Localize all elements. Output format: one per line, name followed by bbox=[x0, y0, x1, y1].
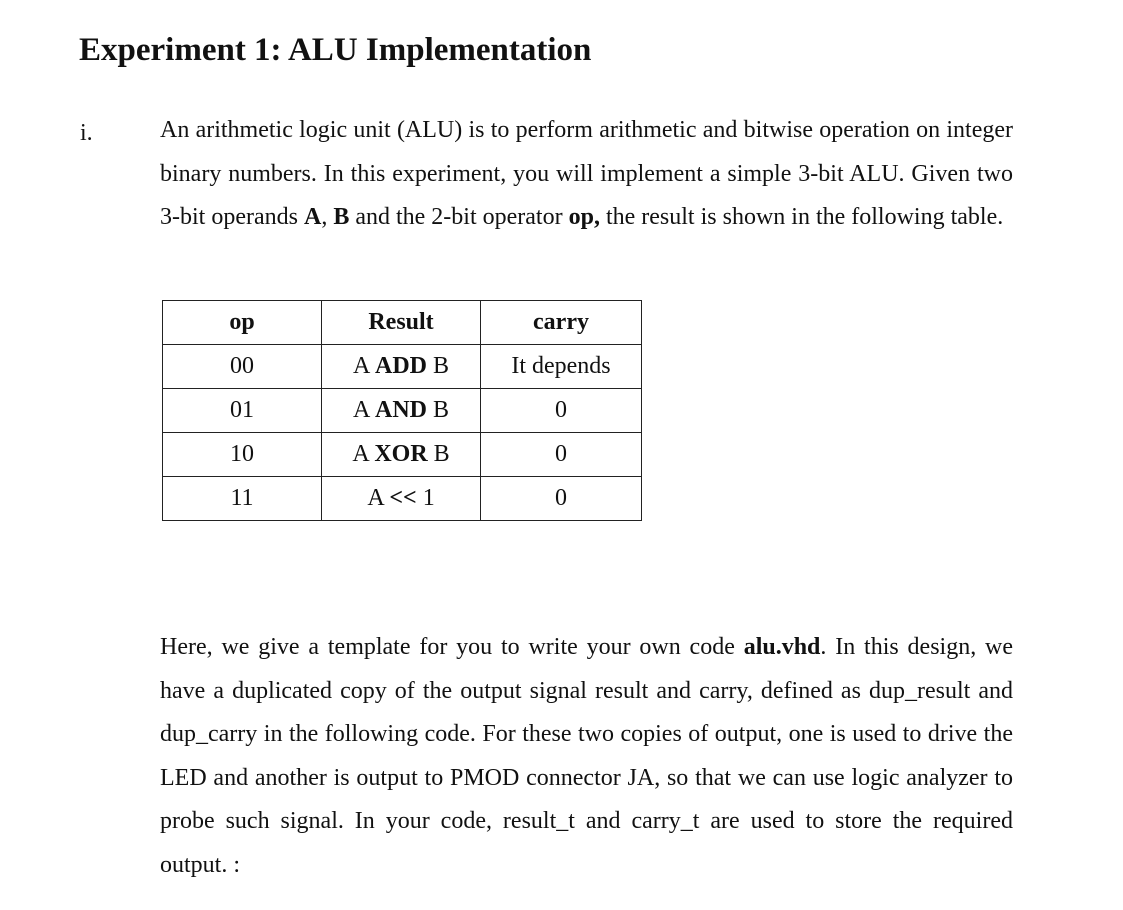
carry-cell: 0 bbox=[481, 389, 642, 433]
result-operand-b: B bbox=[427, 441, 450, 467]
op-cell: 10 bbox=[163, 433, 322, 477]
result-cell bbox=[322, 433, 481, 477]
result-operator: XOR bbox=[374, 441, 428, 467]
carry-cell: 0 bbox=[481, 433, 642, 477]
result-operand-a: A bbox=[367, 485, 390, 511]
result-operand-a: A bbox=[352, 397, 375, 423]
template-text-2: . In this design, we have a duplicated copy of the output signal result and carry, defined as dup_result and dup_carry in the following code. For these two copies of output, one is used to drive the LED and another is output to PMOD connector JA, so that we can use logic analyzer to probe such signal. In your code, result_t and carry_t are used to store the required output. : bbox=[160, 634, 1014, 878]
op-cell: 00 bbox=[163, 345, 322, 389]
op-cell: 01 bbox=[163, 389, 322, 433]
result-operand-b: B bbox=[427, 397, 450, 423]
filename-label: alu.vhd bbox=[743, 634, 821, 660]
result-cell bbox=[322, 345, 481, 389]
table-row bbox=[163, 433, 642, 477]
operator-op-label: op, bbox=[568, 204, 600, 230]
table-header-row bbox=[163, 301, 642, 345]
operand-b-label: B bbox=[333, 204, 350, 230]
result-operand-b: B bbox=[427, 353, 450, 379]
carry-cell: It depends bbox=[481, 345, 642, 389]
operand-a-label: A bbox=[303, 204, 322, 230]
header-carry: carry bbox=[481, 301, 642, 345]
result-operator: << bbox=[389, 485, 417, 511]
result-operand-a: A bbox=[352, 353, 375, 379]
alu-operation-table bbox=[162, 300, 642, 521]
result-operator: ADD bbox=[375, 353, 427, 379]
template-paragraph bbox=[160, 626, 1013, 887]
table-row bbox=[163, 389, 642, 433]
result-operator: AND bbox=[375, 397, 427, 423]
template-text-1: Here, we give a template for you to write your own code bbox=[160, 634, 744, 660]
page-title: Experiment 1: ALU Implementation bbox=[79, 32, 592, 68]
carry-cell: 0 bbox=[481, 477, 642, 521]
table-row bbox=[163, 477, 642, 521]
intro-text-1: An arithmetic logic unit (ALU) is to perform arithmetic and bitwise operation on integer binary numbers. In this experiment, you will implement a simple 3-bit ALU. Given two 3-bit operands bbox=[160, 117, 1013, 230]
list-item-marker: i. bbox=[80, 120, 93, 146]
op-cell: 11 bbox=[163, 477, 322, 521]
result-operand-b: 1 bbox=[416, 485, 435, 511]
result-cell bbox=[322, 477, 481, 521]
result-cell bbox=[322, 389, 481, 433]
intro-text-4: the result is shown in the following table. bbox=[599, 204, 1004, 230]
intro-paragraph bbox=[160, 109, 1013, 240]
header-result: Result bbox=[322, 301, 481, 345]
intro-text-2: , bbox=[321, 204, 334, 230]
header-op: op bbox=[163, 301, 322, 345]
result-operand-a: A bbox=[352, 441, 375, 467]
intro-text-3: and the 2-bit operator bbox=[349, 204, 569, 230]
table-row bbox=[163, 345, 642, 389]
